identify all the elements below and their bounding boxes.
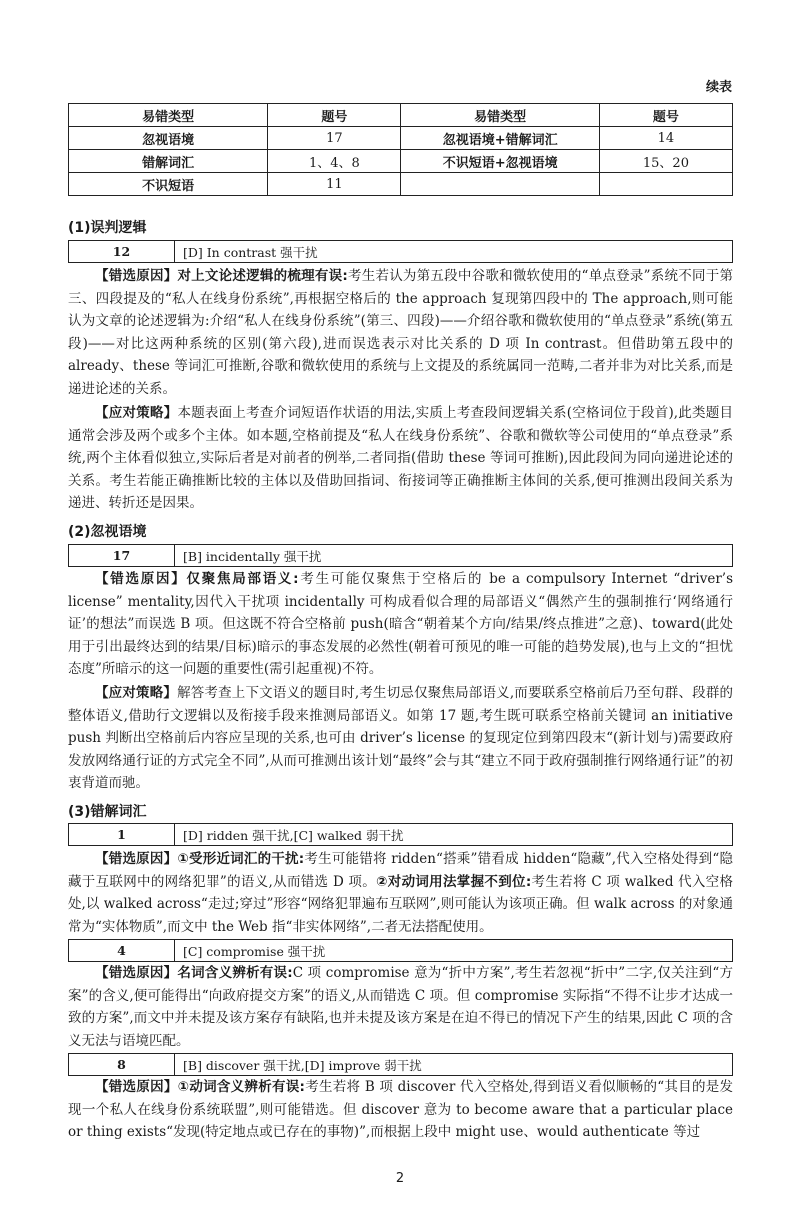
question-number: 1	[69, 824, 175, 846]
table-cell: 17	[268, 127, 401, 150]
table-cell: 11	[268, 173, 401, 196]
explanation-paragraph	[68, 568, 733, 681]
paragraph-lead-2: ②对动词用法掌握不到位:	[376, 873, 532, 890]
question-option-row	[68, 544, 733, 567]
question-option-row	[68, 823, 733, 846]
explanation-paragraph	[68, 962, 733, 1052]
continued-label: 续表	[705, 80, 732, 95]
table-cell: 忽视语境	[69, 127, 268, 150]
table-row	[69, 127, 733, 150]
question-number: 12	[69, 241, 175, 263]
question-number: 17	[69, 545, 175, 567]
paragraph-lead: 对上文论述逻辑的梳理有误:	[177, 268, 348, 284]
paragraph-text-2: 考生若将 C 项 walked 代入空格处,以 walked across“走过;穿过”形容“网络犯罪遍布互联网”,则可能认为该项正确。但 walk across 的对象通常为“实体物质”,而文中 the Web 指“非实体网络”,二者无法搭配使用。	[68, 873, 733, 935]
table-cell: 15、20	[599, 150, 732, 173]
distractor-options: [B] discover 强干扰,[D] improve 弱干扰	[175, 1054, 733, 1076]
paragraph-label: 【应对策略】	[95, 405, 178, 421]
table-cell	[401, 173, 599, 196]
question-option-row	[68, 240, 733, 263]
paragraph-text: C 项 compromise 意为“折中方案”,考生若忽视“折中”二字,仅关注到“方案”的含义,便可能得出“向政府提交方案”的语义,从而错选 C 项。但 compromise 实际指“不得不让步才达成一致的方案”,而文中并未提及该方案存有缺陷,也并未提及该方案是在迫不得已的情况下产生的结果,因此 C 项的含义无法与语境匹配。	[68, 965, 734, 1049]
paragraph-lead: ①动词含义辨析有误:	[177, 1079, 305, 1095]
paragraph-text: 解答考查上下文语义的题目时,考生切忌仅聚焦局部语义,而要联系空格前后乃至句群、段群的整体语义,借助行文逻辑以及衔接手段来推测局部语义。如第 17 题,考生既可联系空格前关键词 an initiative push 判断出空格前后内容应呈现的关系,也可由 driver’s license 的复现定位到第四段末“(新计划与)需要政府发放网络通行证的方式完全不同”,从而可推测出该计划“最终”会与其“建立不同于政府强制推行网络通行证”的初衷背道而驰。	[68, 685, 733, 791]
page-number: 2	[395, 1171, 405, 1186]
table-cell	[599, 173, 732, 196]
distractor-options: [D] In contrast 强干扰	[175, 241, 733, 263]
question-option-row	[68, 1053, 733, 1076]
paragraph-lead: ①受形近词汇的干扰:	[177, 851, 305, 867]
table-row	[69, 173, 733, 196]
section-heading: (1)误判逻辑	[68, 220, 147, 236]
paragraph-text: 考生可能错将 ridden“搭乘”错看成 hidden“隐藏”,代入空格处得到“隐藏于互联网中的网络犯罪”的语义,从而错选 D 项。	[68, 851, 733, 890]
table-header-row	[69, 104, 733, 127]
distractor-options: [C] compromise 强干扰	[175, 940, 733, 962]
table-row	[69, 150, 733, 173]
table-header-cell: 易错类型	[69, 104, 268, 127]
paragraph-lead: 名词含义辨析有误:	[177, 965, 293, 981]
distractor-options: [B] incidentally 强干扰	[175, 545, 733, 567]
distractor-options: [D] ridden 强干扰,[C] walked 弱干扰	[175, 824, 733, 846]
table-cell: 错解词汇	[69, 150, 268, 173]
paragraph-label: 【错选原因】	[95, 571, 187, 587]
question-option-row	[68, 939, 733, 962]
paragraph-text: 考生若认为第五段中谷歌和微软使用的“单点登录”系统不同于第三、四段提及的“私人在线身份系统”,再根据空格后的 the approach 复现第四段中的 The approach,则可能认为文章的论述逻辑为:介绍“私人在线身份系统”(第三、四段)——介绍谷歌和微软使用的“单点登录”系统(第五段)——对比这两种系统的区别(第六段),进而误选表示对比关系的 D 项 In contrast。但借助第五段中的 already、these 等词汇可推断,谷歌和微软使用的系统与上文提及的系统属同一范畴,二者并非为对比关系,而是递进论述的关系。	[68, 268, 733, 397]
paragraph-label: 【错选原因】	[95, 851, 178, 867]
paragraph-label: 【应对策略】	[95, 685, 178, 701]
table-cell: 不识短语+忽视语境	[401, 150, 599, 173]
section-heading: (2)忽视语境	[68, 524, 147, 540]
explanation-paragraph	[68, 848, 733, 938]
explanation-paragraph	[68, 265, 733, 400]
paragraph-text: 考生可能仅聚焦于空格后的 be a compulsory Internet “driver’s license” mentality,因代入干扰项 incidentally 可构成看似合理的局部语义“偶然产生的强制推行‘网络通行证’的想法”而误选 B 项。但这既不符合空格前 push(暗含“朝着某个方向/结果/终点推进”之意)、toward(此处用于引出最终达到的结果/目标)暗示的事态发展的必然性(朝着可预见的唯一可能的趋势发展),也与上文的“担忧态度”所暗示的这一问题的重要性(需引起重视)不符。	[68, 571, 733, 677]
section-heading: (3)错解词汇	[68, 804, 147, 820]
paragraph-lead: 仅聚焦局部语义:	[186, 571, 299, 587]
table-cell: 14	[599, 127, 732, 150]
table-cell: 不识短语	[69, 173, 268, 196]
table-cell: 忽视语境+错解词汇	[401, 127, 599, 150]
paragraph-label: 【错选原因】	[95, 268, 178, 284]
table-header-cell: 易错类型	[401, 104, 599, 127]
paragraph-label: 【错选原因】	[95, 1079, 178, 1095]
table-header-cell: 题号	[268, 104, 401, 127]
paragraph-label: 【错选原因】	[95, 965, 178, 981]
table-header-cell: 题号	[599, 104, 732, 127]
question-number: 8	[69, 1054, 175, 1076]
paragraph-text: 考生若将 B 项 discover 代入空格处,得到语义看似顺畅的“其目的是发现一个私人在线身份系统联盟”,则可能错选。但 discover 意为 to become aware that a particular place or thing exists“发现(特定地点或已存在的事物)”,而根据上段中 might use、would authenticate 等过	[68, 1079, 733, 1140]
explanation-paragraph	[68, 402, 733, 515]
explanation-paragraph	[68, 1076, 733, 1144]
paragraph-text: 本题表面上考查介词短语作状语的用法,实质上考查段间逻辑关系(空格词位于段首),此类题目通常会涉及两个或多个主体。如本题,空格前提及“私人在线身份系统”、谷歌和微软等公司使用的“单点登录”系统,两个主体看似独立,实际后者是对前者的例举,二者同指(借助 these 等词可推断),因此段间为同向递进论述的关系。考生若能正确推断比较的主体以及借助回指词、衔接词等正确推断主体间的关系,便可推测出段间关系为递进、转折还是因果。	[68, 405, 733, 511]
error-type-summary-table	[68, 103, 733, 196]
question-number: 4	[69, 940, 175, 962]
table-cell: 1、4、8	[268, 150, 401, 173]
explanation-paragraph	[68, 682, 733, 795]
